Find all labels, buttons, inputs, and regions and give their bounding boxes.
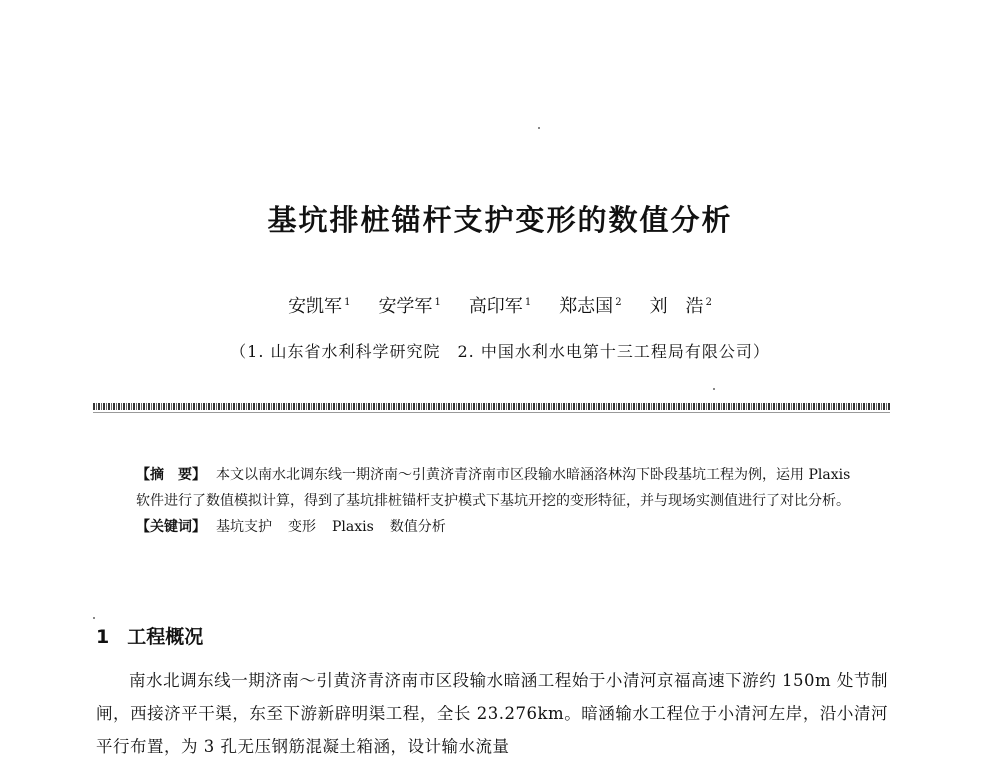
abstract-label: 【摘 要】 [136, 467, 206, 483]
keyword: 变形 [288, 519, 316, 535]
keywords-label: 【关键词】 [136, 519, 206, 535]
scan-speck [538, 127, 540, 129]
author-name: 刘 浩 [649, 296, 704, 317]
keyword: 基坑支护 [216, 519, 272, 535]
author-name: 安凯军 [288, 296, 343, 317]
affiliation-mark: 2 [705, 297, 712, 308]
affiliation-mark: 1 [344, 297, 351, 308]
author-list [0, 292, 1000, 318]
abstract-block [136, 462, 856, 540]
section-title: 工程概况 [127, 626, 204, 648]
affiliations: （1. 山东省水利科学研究院 2. 中国水利水电第十三工程局有限公司） [230, 342, 770, 361]
keyword: 数值分析 [389, 519, 446, 535]
author-name: 郑志国 [559, 296, 614, 317]
section-number: 1 [96, 626, 110, 648]
section-heading [96, 622, 203, 649]
author-name: 高印军 [468, 296, 523, 317]
scan-speck [93, 617, 95, 619]
affiliation-mark: 2 [615, 297, 622, 308]
paper-title: 基坑排桩锚杆支护变形的数值分析 [267, 203, 733, 237]
author [559, 292, 621, 318]
author [469, 292, 531, 318]
affiliation-mark: 1 [434, 297, 441, 308]
keywords-list [216, 519, 462, 535]
keyword: Plaxis [332, 519, 374, 535]
affiliation-mark: 1 [524, 297, 532, 308]
author [288, 292, 350, 318]
header-divider [93, 403, 890, 410]
body-paragraph: 南水北调东线一期济南～引黄济青济南市区段输水暗涵工程始于小清河京福高速下游约 150m 处节制闸，西接济平干渠，东至下游新辟明渠工程，全长 23.276km。暗涵输水工程位于小清河左岸，沿小清河平行布置，为 3 孔无压钢筋混凝土箱涵，设计输水流量 [96, 671, 888, 756]
author [650, 292, 712, 318]
abstract-text: 本文以南水北调东线一期济南～引黄济青济南市区段输水暗涵洛林沟下卧段基坑工程为例，运用 Plaxis 软件进行了数值模拟计算，得到了基坑排桩锚杆支护模式下基坑开挖的变形特征，并与现场实测值进行了对比分析。 [136, 467, 851, 509]
author [378, 292, 440, 318]
section-body [96, 664, 888, 763]
scan-speck [713, 388, 715, 390]
abstract-paragraph [136, 462, 856, 514]
keywords-paragraph [136, 514, 856, 540]
author-name: 安学军 [378, 296, 433, 317]
